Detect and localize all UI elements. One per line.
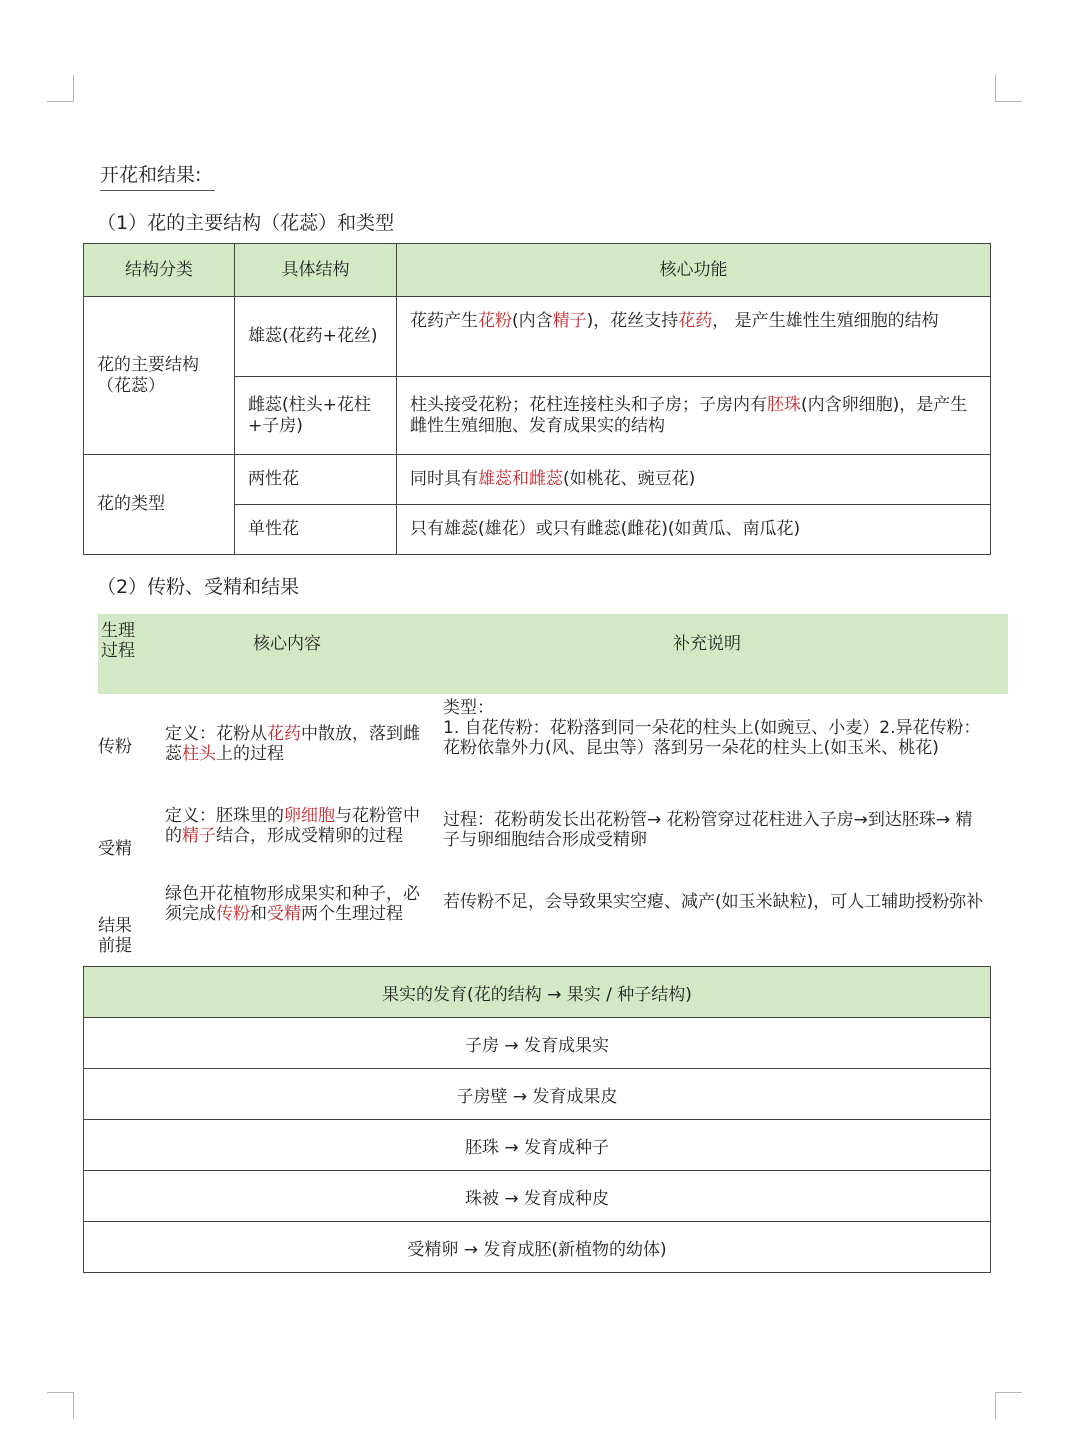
group-label-main-structure: 花的主要结构（花蕊） — [84, 297, 235, 455]
corner-mark-bottom-left — [47, 1392, 74, 1419]
text-segment: 结合，形成受精卵的过程 — [216, 826, 403, 846]
process-core — [165, 806, 427, 846]
header-notes: 补充说明 — [673, 634, 741, 654]
fruit-development-table — [83, 966, 991, 1273]
section2-heading: （2）传粉、受精和结果 — [97, 576, 300, 598]
text-segment: 和 — [250, 904, 267, 924]
text-segment: 过程：花粉萌发长出花粉管→ 花粉管穿过花柱进入子房→到达胚珠→ 精子与卵细胞结合形成受精卵 — [443, 810, 973, 850]
process-note — [443, 892, 988, 912]
function-cell — [397, 297, 991, 377]
highlight-term: 花粉 — [478, 311, 512, 331]
process-name: 结果前提 — [98, 916, 132, 956]
structure-cell: 单性花 — [235, 505, 397, 555]
header-structure: 具体结构 — [235, 244, 397, 297]
highlight-term: 花药 — [678, 311, 713, 331]
table-row: 子房 → 发育成果实 — [84, 1018, 991, 1069]
text-segment: 柱头接受花粉；花柱连接柱头和子房；子房内有 — [410, 394, 767, 415]
text-segment: 定义：花粉从 — [165, 724, 267, 744]
text-segment: 若传粉不足，会导致果实空瘪、减产(如玉米缺粒)，可人工辅助授粉弥补 — [443, 892, 984, 912]
process-note — [443, 810, 988, 850]
function-cell — [397, 455, 991, 505]
text-segment: )，花丝支持 — [586, 311, 679, 331]
header-core-content: 核心内容 — [253, 634, 321, 654]
text-segment: 上的过程 — [216, 744, 284, 764]
header-process: 生理过程 — [101, 621, 135, 661]
highlight-term: 传粉 — [216, 904, 250, 924]
section1-heading: （1）花的主要结构（花蕊）和类型 — [97, 212, 395, 234]
fruit-table-header: 果实的发育(花的结构 → 果实 / 种子结构) — [84, 967, 991, 1018]
highlight-term: 雄蕊和雌蕊 — [478, 469, 563, 489]
flower-structure-table — [83, 243, 991, 555]
text-segment: 花药产生 — [410, 311, 478, 331]
table-header-row — [84, 244, 991, 297]
highlight-term: 花药 — [267, 724, 301, 744]
highlight-term: 精子 — [552, 311, 587, 331]
structure-cell: 两性花 — [235, 455, 397, 505]
corner-mark-bottom-right — [995, 1392, 1022, 1419]
text-segment: 定义：胚珠里的 — [165, 806, 284, 826]
process-name: 传粉 — [98, 737, 132, 757]
table-row: 胚珠 → 发育成种子 — [84, 1120, 991, 1171]
table-row: 珠被 → 发育成种皮 — [84, 1171, 991, 1222]
text-segment: 两个生理过程 — [301, 904, 403, 924]
process-note — [443, 698, 988, 758]
header-category: 结构分类 — [84, 244, 235, 297]
function-cell — [397, 505, 991, 555]
text-segment: 中散放，落到雌蕊 — [165, 724, 420, 764]
text-segment: 同时具有 — [410, 469, 478, 489]
page-title: 开花和结果: — [100, 160, 215, 191]
highlight-term: 胚珠 — [767, 394, 801, 415]
table-row: 子房壁 → 发育成果皮 — [84, 1069, 991, 1120]
structure-cell: 雄蕊(花药+花丝) — [235, 297, 397, 377]
highlight-term: 受精 — [267, 904, 301, 924]
text-segment: (内含 — [512, 311, 553, 331]
function-cell — [397, 377, 991, 455]
text-segment: 与花粉管中的 — [165, 806, 420, 846]
structure-cell: 雌蕊(柱头+花柱+子房) — [235, 377, 397, 455]
table-row: 受精卵 → 发育成胚(新植物的幼体) — [84, 1222, 991, 1273]
table-row — [84, 455, 991, 505]
text-segment: 只有雄蕊(雄花）或只有雌蕊(雌花)(如黄瓜、南瓜花) — [410, 519, 801, 539]
group-label-flower-types: 花的类型 — [84, 455, 235, 555]
corner-mark-top-right — [995, 75, 1022, 102]
process-core — [165, 724, 427, 764]
process-core — [165, 884, 427, 924]
corner-mark-top-left — [47, 75, 74, 102]
table-row — [84, 297, 991, 377]
process-name: 受精 — [98, 839, 132, 859]
highlight-term: 精子 — [182, 826, 216, 846]
text-segment: (内含卵细胞)，是产生雌性生殖细胞、发育成果实的结构 — [410, 394, 968, 436]
text-segment: 类型： 1. 自花传粉：花粉落到同一朵花的柱头上(如豌豆、小麦）2.异花传粉：花粉依靠外力(风、昆虫等）落到另一朵花的柱头上(如玉米、桃花) — [443, 698, 981, 758]
text-segment: 绿色开花植物形成果实和种子，必须完成 — [165, 884, 420, 924]
text-segment: ， 是产生雄性生殖细胞的结构 — [712, 311, 939, 331]
highlight-term: 柱头 — [182, 744, 216, 764]
header-function: 核心功能 — [397, 244, 991, 297]
highlight-term: 卵细胞 — [284, 806, 335, 826]
text-segment: (如桃花、豌豆花) — [563, 469, 696, 489]
pollination-table-header — [98, 614, 1008, 694]
